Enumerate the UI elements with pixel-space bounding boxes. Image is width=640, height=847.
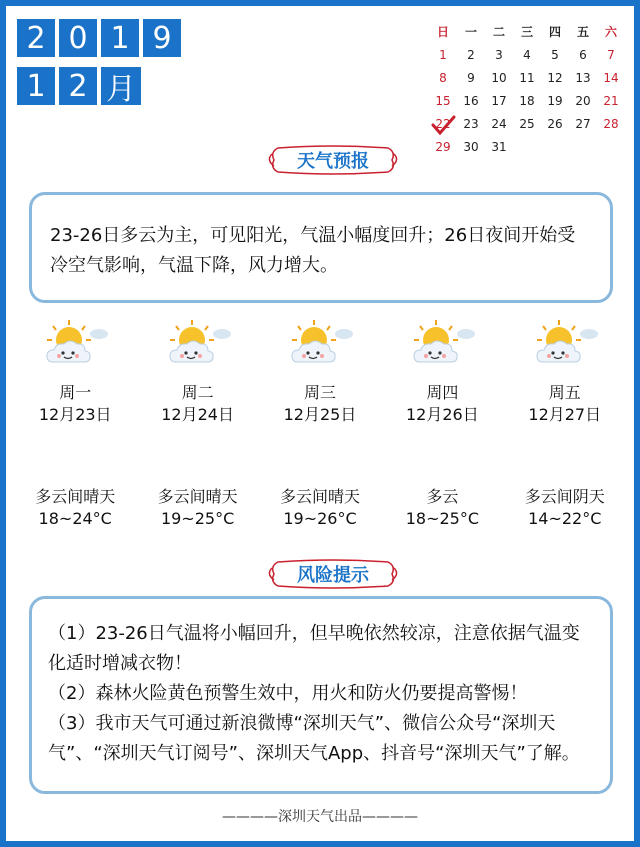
calendar-day-number: 31 [491, 139, 507, 154]
calendar-weekday: 三 [520, 25, 533, 39]
calendar-day [457, 94, 485, 108]
calendar-day [513, 71, 541, 85]
month-char: 月 [101, 67, 141, 105]
calendar-day-number: 3 [495, 47, 503, 62]
calendar-day-number: 18 [519, 93, 535, 108]
risk-item: （3）我市天气可通过新浪微博“深圳天气”、微信公众号“深圳天气”、“深圳天气订阅号”、深圳天气App、抖音号“深圳天气”了解。 [48, 713, 580, 764]
checkmark-icon [429, 111, 457, 139]
calendar-weekday: 四 [548, 25, 561, 39]
calendar-day [457, 140, 485, 154]
calendar-day-number: 24 [491, 116, 507, 131]
year-digit: 1 [101, 19, 139, 57]
forecast-summary: 23-26日多云为主，可见阳光，气温小幅度回升；26日夜间开始受冷空气影响，气温下降，风力增大。 [50, 225, 576, 276]
partly-cloudy-icon [259, 318, 381, 368]
risk-tag [268, 558, 398, 590]
calendar-day-number: 6 [579, 47, 587, 62]
calendar-day-number: 1 [439, 47, 447, 62]
calendar-weekday: 六 [604, 25, 617, 39]
day-date: 12月25日 [283, 405, 357, 424]
day-desc: 多云间晴天 [35, 487, 116, 506]
partly-cloudy-icon [381, 318, 503, 368]
day-temp: 18~24°C [38, 509, 112, 528]
calendar-day-number: 10 [491, 70, 507, 85]
day-week: 周四 [426, 383, 459, 402]
calendar-day [429, 117, 457, 131]
calendar-day-number: 12 [547, 70, 563, 85]
calendar-day-number: 15 [435, 93, 451, 108]
year-digit: 0 [59, 19, 97, 57]
calendar-day [485, 140, 513, 154]
calendar-week-row [429, 112, 629, 135]
risk-box [29, 596, 613, 794]
day-column [14, 318, 136, 530]
calendar-day [429, 71, 457, 85]
mini-calendar [429, 20, 629, 158]
calendar-day-number: 28 [603, 116, 619, 131]
calendar-day [429, 140, 457, 154]
day-desc: 多云间阴天 [524, 487, 605, 506]
day-desc: 多云间晴天 [279, 487, 360, 506]
calendar-day [597, 71, 625, 85]
calendar-day [457, 117, 485, 131]
calendar-day [513, 94, 541, 108]
day-week: 周一 [59, 383, 92, 402]
partly-cloudy-icon [504, 318, 626, 368]
calendar-day [485, 71, 513, 85]
calendar-weekday: 一 [464, 25, 477, 39]
calendar-day-number: 29 [435, 139, 451, 154]
calendar-day-number: 8 [439, 70, 447, 85]
calendar-day-number: 11 [519, 70, 535, 85]
calendar-weekday: 日 [436, 25, 449, 39]
calendar-day [457, 48, 485, 62]
calendar-day-number: 22 [435, 116, 451, 131]
calendar-day [541, 94, 569, 108]
day-temp: 19~26°C [283, 509, 357, 528]
forecast-summary-box [29, 192, 613, 303]
calendar-weekday: 五 [576, 25, 589, 39]
calendar-day [513, 117, 541, 131]
calendar-day [485, 117, 513, 131]
calendar-day-number: 26 [547, 116, 563, 131]
calendar-day [569, 71, 597, 85]
calendar-day-number: 19 [547, 93, 563, 108]
day-week: 周二 [181, 383, 214, 402]
day-week: 周三 [303, 383, 336, 402]
calendar-day [569, 48, 597, 62]
month-display [17, 67, 141, 105]
forecast-tag [268, 144, 398, 176]
partly-cloudy-icon [136, 318, 258, 368]
day-column [136, 318, 258, 530]
calendar-day [569, 94, 597, 108]
calendar-day [569, 117, 597, 131]
calendar-day-number: 16 [463, 93, 479, 108]
calendar-weekday: 二 [492, 25, 505, 39]
calendar-day-number: 25 [519, 116, 535, 131]
footer-credit: ————深圳天气出品———— [222, 809, 418, 825]
calendar-day-number: 14 [603, 70, 619, 85]
day-date: 12月26日 [406, 405, 479, 424]
daily-forecast [14, 318, 626, 530]
calendar-day [429, 48, 457, 62]
risk-tag-label: 风险提示 [297, 565, 369, 586]
calendar-day-number: 2 [467, 47, 475, 62]
calendar-day-number: 4 [523, 47, 531, 62]
day-date: 12月24日 [161, 405, 234, 424]
calendar-day-number: 9 [467, 70, 475, 85]
day-desc: 多云间晴天 [157, 487, 238, 506]
month-digit: 2 [59, 67, 97, 105]
calendar-day [541, 117, 569, 131]
calendar-day [513, 48, 541, 62]
calendar-day [429, 94, 457, 108]
calendar-week-row [429, 66, 629, 89]
calendar-day [541, 48, 569, 62]
calendar-day [597, 48, 625, 62]
calendar-day [597, 94, 625, 108]
calendar-day [597, 117, 625, 131]
partly-cloudy-icon [14, 318, 136, 368]
day-temp: 18~25°C [405, 509, 480, 528]
calendar-week-row [429, 89, 629, 112]
risk-item: （2）森林火险黄色预警生效中，用火和防火仍要提高警惕！ [48, 683, 528, 704]
day-week: 周五 [548, 383, 581, 402]
year-digit: 2 [17, 19, 55, 57]
year-digit: 9 [143, 19, 181, 57]
calendar-weekday-row [429, 20, 629, 43]
month-digit: 1 [17, 67, 55, 105]
day-desc: 多云 [426, 487, 459, 506]
calendar-day-number: 21 [603, 93, 619, 108]
day-date: 12月27日 [528, 405, 602, 424]
calendar-day [485, 94, 513, 108]
calendar-day-number: 13 [575, 70, 591, 85]
calendar-day [457, 71, 485, 85]
calendar-day [485, 48, 513, 62]
day-temp: 14~22°C [528, 509, 602, 528]
risk-item: （1）23-26日气温将小幅回升，但早晚依然较凉，注意依据气温变化适时增减衣物！ [48, 623, 580, 674]
calendar-day-number: 7 [607, 47, 615, 62]
calendar-day-number: 27 [575, 116, 591, 131]
year-display [17, 19, 181, 57]
day-temp: 19~25°C [160, 509, 235, 528]
calendar-day-number: 5 [551, 47, 559, 62]
calendar-day [541, 71, 569, 85]
calendar-day-number: 30 [463, 139, 479, 154]
day-column [259, 318, 381, 530]
day-column [504, 318, 626, 530]
calendar-day-number: 17 [491, 93, 507, 108]
calendar-week-row [429, 135, 629, 158]
forecast-tag-label: 天气预报 [297, 151, 369, 172]
day-column [381, 318, 503, 530]
day-date: 12月23日 [38, 405, 112, 424]
calendar-week-row [429, 43, 629, 66]
calendar-day-number: 20 [575, 93, 591, 108]
calendar-day-number: 23 [463, 116, 479, 131]
